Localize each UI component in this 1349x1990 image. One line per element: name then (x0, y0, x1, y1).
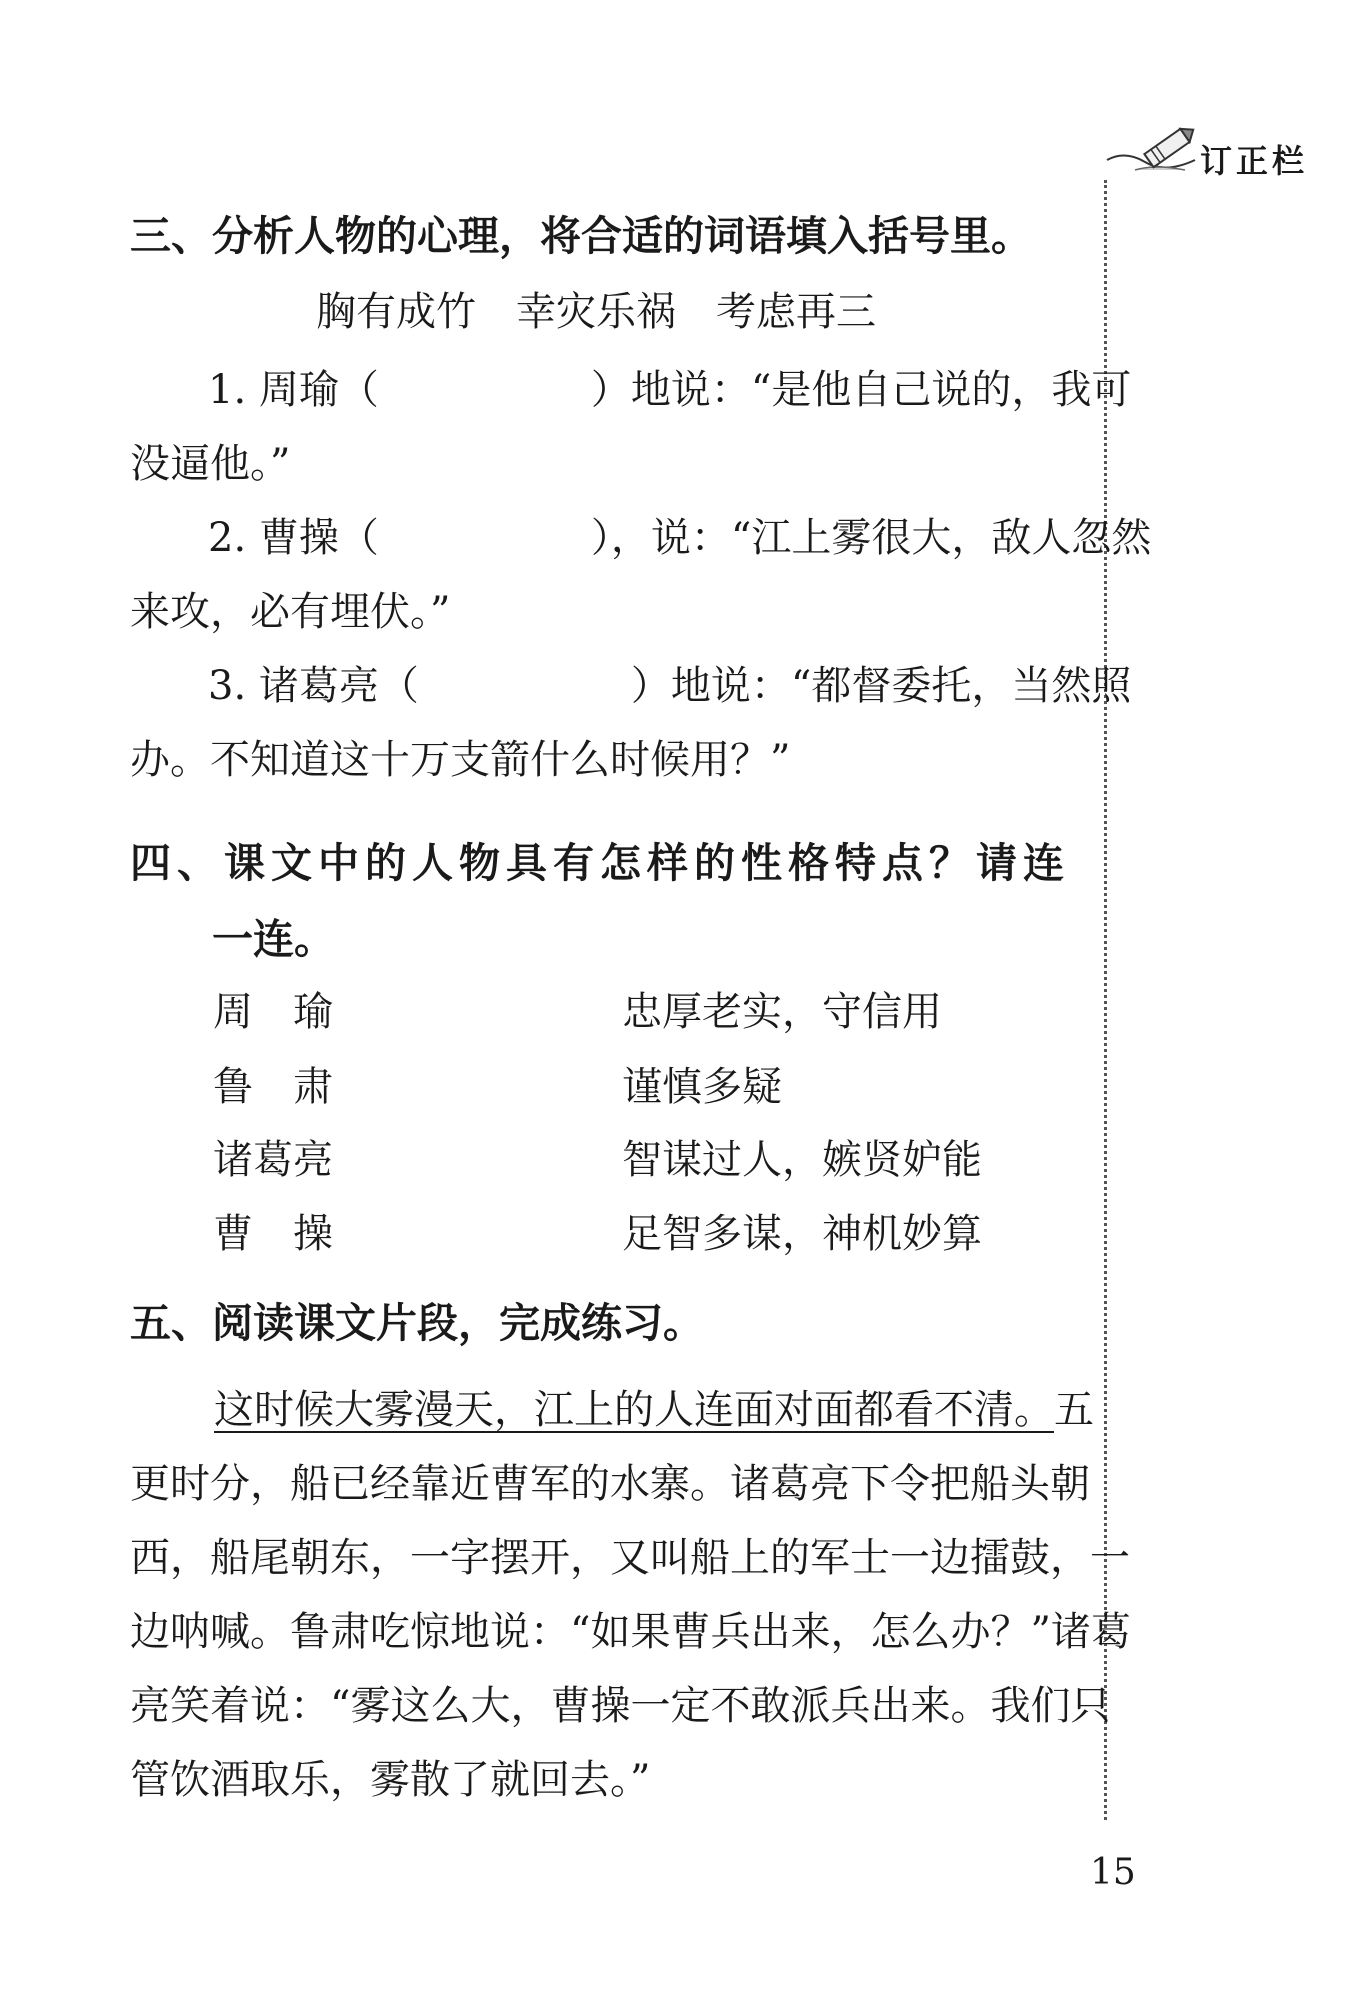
section4-title-line1: 四、课文中的人物具有怎样的性格特点？请连 (130, 839, 1070, 887)
passage-line-3: 西，船尾朝东，一字摆开，又叫船上的军士一边擂鼓，一 (130, 1535, 1130, 1581)
pencil-icon (1105, 120, 1205, 180)
item1-prefix: 1. 周瑜（ (208, 367, 379, 413)
item2-prefix: 2. 曹操（ (208, 515, 379, 561)
item2-suffix: ），说：“江上雾很大，敌人忽然 (590, 515, 1152, 561)
trait-4[interactable]: 足智多谋，神机妙算 (622, 1211, 982, 1257)
section4-title-line2: 一连。 (212, 915, 335, 963)
item3-continuation: 办。不知道这十万支箭什么时候用？” (130, 737, 791, 783)
correction-column-header (1105, 120, 1335, 180)
trait-2[interactable]: 谨慎多疑 (622, 1064, 782, 1110)
trait-1[interactable]: 忠厚老实，守信用 (622, 989, 942, 1035)
section3-title: 三、分析人物的心理，将合适的词语填入括号里。 (130, 212, 1032, 260)
trait-3[interactable]: 智谋过人，嫉贤妒能 (622, 1137, 982, 1183)
correction-label: 订正栏 (1200, 142, 1309, 180)
item2-line (208, 515, 1152, 561)
character-zhouyu[interactable]: 周 瑜 (213, 989, 333, 1035)
item3-line (208, 663, 1132, 709)
item2-continuation: 来攻，必有埋伏。” (130, 589, 451, 635)
passage-line-1-tail: 五 (1054, 1387, 1094, 1433)
character-zhugeliang[interactable]: 诸葛亮 (213, 1137, 333, 1183)
passage-line-4: 边呐喊。鲁肃吃惊地说：“如果曹兵出来，怎么办？”诸葛 (130, 1609, 1131, 1655)
item1-line (208, 367, 1132, 413)
passage-line-2: 更时分，船已经靠近曹军的水寨。诸葛亮下令把船头朝 (130, 1461, 1090, 1507)
character-lusu[interactable]: 鲁 肃 (213, 1064, 333, 1110)
item1-suffix: ）地说：“是他自己说的，我可 (590, 367, 1132, 413)
underlined-sentence: 这时候大雾漫天，江上的人连面对面都看不清。 (214, 1387, 1054, 1433)
passage-line-1 (214, 1387, 1094, 1433)
passage-line-6: 管饮酒取乐，雾散了就回去。” (130, 1757, 651, 1803)
item3-prefix: 3. 诸葛亮（ (208, 663, 419, 709)
section5-title: 五、阅读课文片段，完成练习。 (130, 1299, 704, 1347)
item1-continuation: 没逼他。” (130, 441, 291, 487)
passage-line-5: 亮笑着说：“雾这么大，曹操一定不敢派兵出来。我们只 (130, 1683, 1111, 1729)
page-number: 15 (1090, 1852, 1136, 1893)
item3-suffix: ）地说：“都督委托，当然照 (630, 663, 1132, 709)
word-bank: 胸有成竹 幸灾乐祸 考虑再三 (316, 289, 876, 335)
character-caocao[interactable]: 曹 操 (213, 1211, 333, 1257)
